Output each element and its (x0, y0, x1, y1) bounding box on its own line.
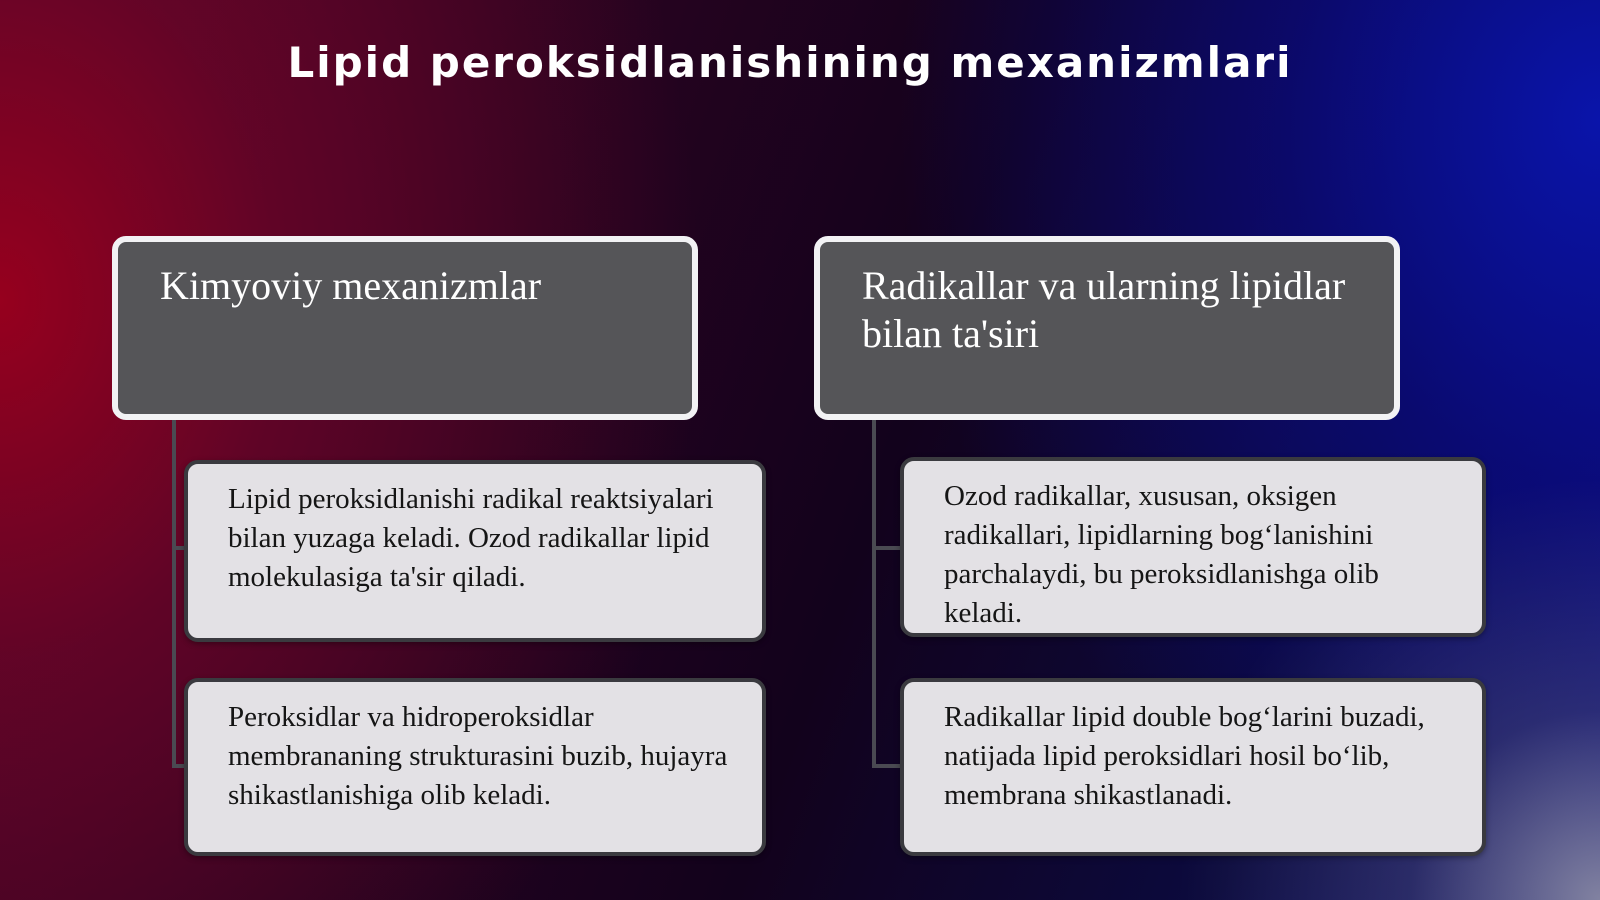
group-item-text: Peroksidlar va hidroperoksidlar membrananing strukturasini buzib, hujayra shikastlanishiga olib keladi. (228, 701, 728, 811)
group-heading-box-chemical (112, 236, 698, 420)
group-item-text: Radikallar lipid double bog‘larini buzadi, natijada lipid peroksidlari hosil bo‘lib, membrana shikastlanadi. (944, 701, 1425, 811)
slide-title: Lipid peroksidlanishining mexanizmlari (287, 38, 1293, 87)
group-heading-chemical: Kimyoviy mexanizmlar (160, 263, 542, 308)
group-item-radicals-1 (900, 457, 1486, 637)
right-tree-trunk (872, 418, 876, 768)
group-item-radicals-2 (900, 678, 1486, 856)
group-heading-box-radicals (814, 236, 1400, 420)
group-item-chemical-1 (184, 460, 766, 642)
group-item-text: Lipid peroksidlanishi radikal reaktsiyalari bilan yuzaga keladi. Ozod radikallar lipid molekulasiga ta'sir qiladi. (228, 483, 714, 593)
group-item-text: Ozod radikallar, xususan, oksigen radikallari, lipidlarning bog‘lanishini parchalaydi, bu peroksidlanishga olib keladi. (944, 480, 1379, 629)
group-heading-radicals: Radikallar va ularning lipidlar bilan ta'siri (862, 263, 1346, 356)
left-tree-trunk (172, 418, 176, 768)
group-item-chemical-2 (184, 678, 766, 856)
